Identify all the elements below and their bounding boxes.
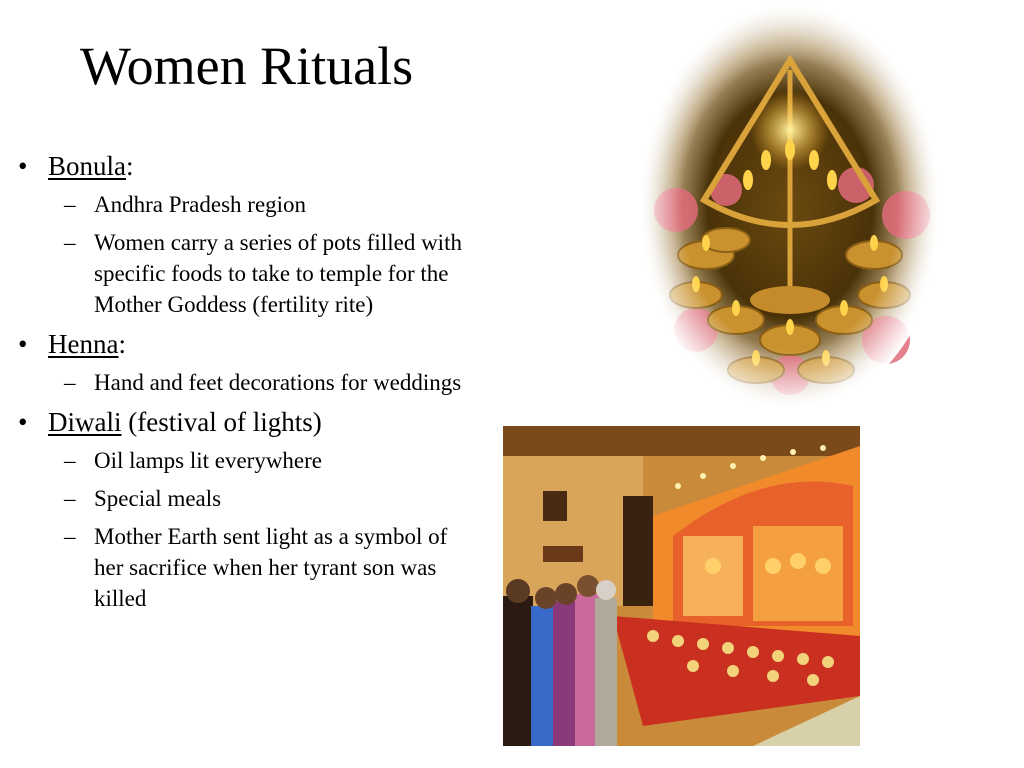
bullet-term-diwali: Diwali — [48, 407, 122, 437]
dash-marker: – — [64, 230, 76, 255]
bullet-list — [18, 150, 478, 622]
bullet-bonula — [18, 150, 478, 183]
sub-item — [64, 227, 478, 320]
sub-list-diwali — [18, 445, 478, 614]
sub-item — [64, 521, 478, 614]
bullet-dot: • — [18, 151, 28, 181]
bullet-diwali — [18, 406, 478, 439]
sub-item-text: Oil lamps lit everywhere — [94, 448, 323, 473]
temple-celebration-photo — [503, 426, 860, 746]
dash-marker: – — [64, 524, 76, 549]
dash-marker: – — [64, 486, 76, 511]
dash-marker: – — [64, 370, 76, 395]
sub-item-text: Women carry a series of pots filled with specific foods to take to temple for the Mother Goddess (fertility rite) — [94, 230, 462, 317]
oil-lamps-photo — [636, 0, 944, 412]
sub-item — [64, 367, 478, 398]
bullet-term-henna: Henna — [48, 329, 119, 359]
dash-marker: – — [64, 448, 76, 473]
bullet-dot: • — [18, 329, 28, 359]
sub-item-text: Mother Earth sent light as a symbol of her sacrifice when her tyrant son was killed — [94, 524, 448, 611]
sub-item — [64, 189, 478, 220]
sub-list-bonula — [18, 189, 478, 320]
bullet-term-bonula: Bonula — [48, 151, 126, 181]
dash-marker: – — [64, 192, 76, 217]
sub-item-text: Special meals — [94, 486, 222, 511]
sub-item — [64, 445, 478, 476]
bullet-suffix: : — [126, 151, 134, 181]
sub-item — [64, 483, 478, 514]
sub-list-henna — [18, 367, 478, 398]
bullet-suffix: : — [118, 329, 126, 359]
slide-title: Women Rituals — [80, 36, 414, 96]
bullet-suffix: (festival of lights) — [121, 407, 322, 437]
sub-item-text: Hand and feet decorations for weddings — [94, 370, 462, 395]
bullet-henna — [18, 328, 478, 361]
bullet-dot: • — [18, 407, 28, 437]
sub-item-text: Andhra Pradesh region — [94, 192, 307, 217]
